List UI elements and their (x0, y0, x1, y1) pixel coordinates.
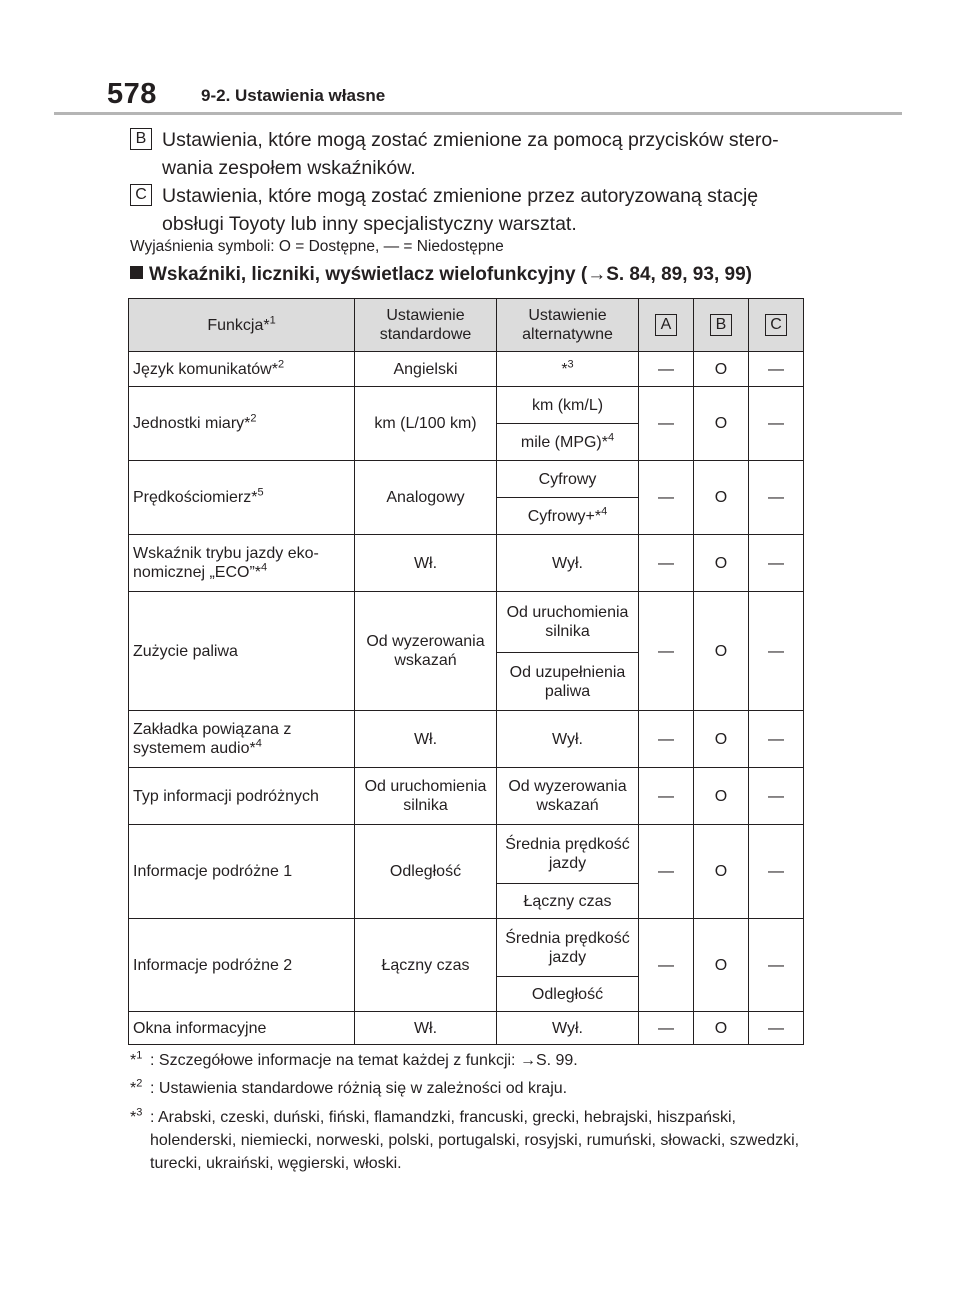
cell-a: — (639, 711, 694, 768)
square-bullet-icon (130, 266, 143, 279)
header-rule (54, 112, 902, 115)
cell-a: — (639, 825, 694, 919)
badge-b: B (130, 128, 152, 150)
cell-c: — (749, 387, 804, 461)
cell-a: — (639, 919, 694, 1012)
cell-function: Okna informacyjne (129, 1012, 355, 1045)
cell-a: — (639, 461, 694, 535)
header-col-b: B (694, 299, 749, 352)
table-row (129, 461, 804, 498)
cell-alternative: Wył. (497, 711, 639, 768)
cell-b: O (694, 461, 749, 535)
cell-alternative: Cyfrowy+*$^4$ (497, 498, 639, 535)
cell-function: Wskaźnik trybu jazdy eko-nomicznej „ECO”*$^4$ (129, 535, 355, 592)
cell-alternative: km (km/L) (497, 387, 639, 424)
cell-c: — (749, 768, 804, 825)
section-title: 9-2. Ustawienia własne (201, 86, 386, 105)
cell-function: Informacje podróżne 1 (129, 825, 355, 919)
cell-c: — (749, 919, 804, 1012)
cell-standard: Odległość (355, 825, 497, 919)
table-row (129, 825, 804, 884)
table-row (129, 768, 804, 825)
table-row (129, 919, 804, 977)
table-row (129, 387, 804, 424)
cell-alternative: Od uruchomienia silnika (497, 592, 639, 653)
header-col-a: A (639, 299, 694, 352)
table-row (129, 352, 804, 387)
cell-standard: Od uruchomienia silnika (355, 768, 497, 825)
cell-b: O (694, 535, 749, 592)
subheading-text: Wskaźniki, liczniki, wyświetlacz wielofunkcyjny (→S. 84, 89, 93, 99) (149, 264, 752, 285)
cell-a: — (639, 768, 694, 825)
cell-alternative: Cyfrowy (497, 461, 639, 498)
footnote-2: *$^2$ : Ustawienia standardowe różnią się w zależności od kraju. (130, 1077, 568, 1097)
cell-b: O (694, 768, 749, 825)
cell-c: — (749, 1012, 804, 1045)
cell-function: Informacje podróżne 2 (129, 919, 355, 1012)
cell-standard: Wł. (355, 1012, 497, 1045)
cell-function: Język komunikatów*$^2$ (129, 352, 355, 387)
cell-alternative: Od uzupełnienia paliwa (497, 653, 639, 711)
cell-alternative: Odległość (497, 977, 639, 1012)
cell-b: O (694, 352, 749, 387)
intro-text-b: Ustawienia, które mogą zostać zmienione za pomocą przycisków stero-wania zespołem wskaźników. (162, 129, 779, 179)
cell-b: O (694, 919, 749, 1012)
header-col-c: C (749, 299, 804, 352)
cell-standard: Łączny czas (355, 919, 497, 1012)
badge-c: C (130, 184, 152, 206)
cell-standard: km (L/100 km) (355, 387, 497, 461)
cell-standard: Wł. (355, 711, 497, 768)
cell-b: O (694, 711, 749, 768)
footnote-1: *$^1$ : Szczegółowe informacje na temat każdej z funkcji: →S. 99. (130, 1049, 578, 1069)
cell-c: — (749, 711, 804, 768)
cell-alternative: Łączny czas (497, 884, 639, 919)
cell-function: Typ informacji podróżnych (129, 768, 355, 825)
cell-c: — (749, 461, 804, 535)
cell-alternative: Wył. (497, 1012, 639, 1045)
header-alternative: Ustawienie alternatywne (497, 299, 639, 352)
cell-standard: Wł. (355, 535, 497, 592)
intro-text-c: Ustawienia, które mogą zostać zmienione przez autoryzowaną stację obsługi Toyoty lub inny specjalistyczny warsztat. (162, 185, 759, 235)
cell-b: O (694, 592, 749, 711)
footnote-3: *$^3$ : Arabski, czeski, duński, fiński, flamandzki, francuski, grecki, hebrajski, hiszpański, holenderski, niemiecki, norweski, polski, portugalski, rosyjski, rumuński, słowacki, szwedzki, turecki, ukraiński, węgierski, włoski. (130, 1106, 800, 1172)
cell-alternative: *$^3$ (497, 352, 639, 387)
cell-c: — (749, 352, 804, 387)
cell-c: — (749, 825, 804, 919)
cell-function: Prędkościomierz*$^5$ (129, 461, 355, 535)
cell-alternative: mile (MPG)*$^4$ (497, 424, 639, 461)
cell-standard: Analogowy (355, 461, 497, 535)
cell-function: Zakładka powiązana z systemem audio*$^4$ (129, 711, 355, 768)
table-row (129, 592, 804, 653)
cell-b: O (694, 387, 749, 461)
cell-alternative: Średnia prędkość jazdy (497, 919, 639, 977)
cell-alternative: Wył. (497, 535, 639, 592)
cell-a: — (639, 592, 694, 711)
cell-standard: Angielski (355, 352, 497, 387)
cell-a: — (639, 535, 694, 592)
symbol-legend: Wyjaśnienia symboli: O = Dostępne, — = Niedostępne (130, 238, 504, 255)
cell-c: — (749, 592, 804, 711)
cell-a: — (639, 1012, 694, 1045)
cell-alternative: Średnia prędkość jazdy (497, 825, 639, 884)
cell-a: — (639, 352, 694, 387)
cell-alternative: Od wyzerowania wskazań (497, 768, 639, 825)
cell-standard: Od wyzerowania wskazań (355, 592, 497, 711)
intro-item-c (130, 182, 810, 238)
page-number: 578 (107, 78, 157, 110)
cell-function: Zużycie paliwa (129, 592, 355, 711)
table-row (129, 535, 804, 592)
header-standard: Ustawienie standardowe (355, 299, 497, 352)
intro-item-b (130, 126, 810, 182)
table-row (129, 711, 804, 768)
subheading (130, 264, 752, 286)
table-header-row (129, 299, 804, 352)
cell-a: — (639, 387, 694, 461)
header-function: Funkcja*$^1$ (129, 299, 355, 352)
cell-c: — (749, 535, 804, 592)
table-row (129, 1012, 804, 1045)
settings-table (128, 298, 804, 1045)
cell-function: Jednostki miary*$^2$ (129, 387, 355, 461)
cell-b: O (694, 1012, 749, 1045)
cell-b: O (694, 825, 749, 919)
